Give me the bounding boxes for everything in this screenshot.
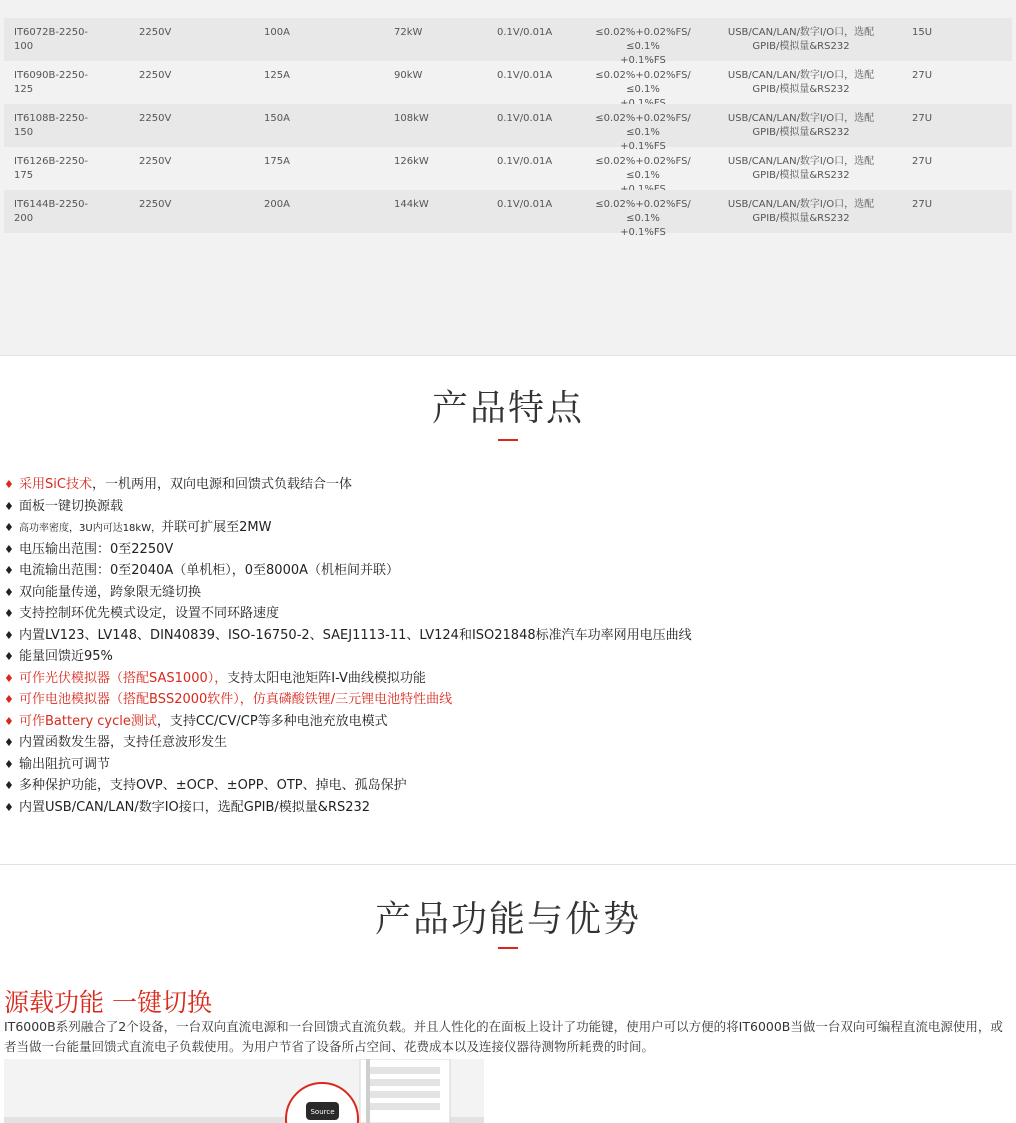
cell-power: 90kW	[394, 70, 423, 81]
advantage-subtitle: 源载功能 一键切换	[4, 988, 212, 1017]
cell-voltage: 2250V	[139, 70, 172, 81]
feature-item	[4, 474, 1004, 496]
cell-accuracy: ≤0.02%+0.02%FS/≤0.1% +0.1%FS	[595, 113, 691, 152]
cell-interface: USB/CAN/LAN/数字I/O口，选配 GPIB/模拟量&RS232	[727, 156, 875, 181]
cell-resolution: 0.1V/0.01A	[497, 27, 553, 38]
diamond-bullet-icon: ♦	[4, 650, 14, 663]
feature-text: 内置LV123、LV148、DIN40839、ISO-16750-2、SAEJ1113-11、LV124和ISO21848标准汽车功率网用电压曲线	[19, 627, 692, 643]
cell-model: IT6144B-2250- 200	[14, 199, 89, 224]
feature-text: 支持太阳电池矩阵I-V曲线模拟功能	[227, 670, 426, 686]
diamond-bullet-icon: ♦	[4, 693, 14, 706]
table-row	[4, 61, 1012, 104]
feature-highlight: 可作电池模拟器（搭配BSS2000软件），仿真磷酸铁锂/三元锂电池特性曲线	[19, 692, 453, 707]
cell-resolution: 0.1V/0.01A	[497, 70, 553, 81]
table-row	[4, 147, 1012, 190]
feature-text: 支持控制环优先模式设定，设置不同环路速度	[19, 606, 280, 621]
table-row	[4, 104, 1012, 152]
advantage-description: IT6000B系列融合了2个设备，一台双向直流电源和一台回馈式直流负载。并且人性化的在面板上设计了功能键，使用户可以方便的将IT6000B当做一台双向可编程直流电源使用，或者当做一台能量回馈式直流电子负载使用。为用户节省了设备所占空间、花费成本以及连接仪器待测物所耗费的时间。	[4, 1019, 1003, 1054]
diamond-bullet-icon: ♦	[4, 671, 14, 685]
cell-size: 27U	[912, 70, 933, 81]
cell-accuracy: ≤0.02%+0.02%FS/≤0.1% +0.1%FS	[595, 27, 691, 66]
source-button-label: Source	[310, 1108, 335, 1116]
spec-table	[4, 0, 1012, 238]
diamond-bullet-icon: ♦	[4, 800, 14, 814]
feature-text: 输出阻抗可调节	[19, 756, 111, 772]
cell-power: 126kW	[394, 156, 429, 167]
feature-highlight: 可作Battery cycle测试	[19, 713, 157, 729]
spec-table-section	[0, 0, 1016, 356]
feature-item	[4, 517, 1004, 539]
cell-accuracy: ≤0.02%+0.02%FS/≤0.1%	[595, 70, 691, 95]
cell-current: 125A	[264, 70, 290, 81]
cell-model: IT6126B-2250- 175	[14, 156, 89, 181]
cell-size: 27U	[912, 113, 933, 124]
feature-text: 能量回馈近95%	[19, 649, 113, 664]
cell-current: 175A	[264, 156, 290, 167]
cell-model	[14, 0, 114, 3]
feature-item	[4, 646, 1004, 668]
feature-text: 电流输出范围：0至2040A（单机柜），0至8000A（机柜间并联）	[19, 563, 400, 578]
feature-item	[4, 711, 1004, 733]
feature-text: ，一机两用，双向电源和回馈式负载结合一体	[91, 477, 352, 492]
advantages-title-underline	[498, 947, 518, 949]
cell-accuracy: ≤0.02%+0.02%FS/≤0.1%	[595, 156, 691, 181]
diamond-bullet-icon: ♦	[4, 757, 14, 771]
diamond-bullet-icon: ♦	[4, 779, 14, 792]
feature-text: ，支持CC/CV/CP等多种电池充放电模式	[156, 713, 388, 729]
diamond-bullet-icon: ♦	[4, 478, 14, 491]
feature-text: 内置USB/CAN/LAN/数字IO接口，选配GPIB/模拟量&RS232	[19, 799, 371, 815]
cell-resolution: 0.1V/0.01A	[497, 113, 553, 124]
features-title-underline	[498, 439, 518, 441]
feature-item	[4, 668, 1004, 690]
cell-size: 27U	[912, 199, 933, 210]
cell-interface	[726, 0, 876, 3]
diamond-bullet-icon: ♦	[4, 499, 14, 513]
cell-voltage: 2250V	[139, 156, 172, 167]
table-row	[4, 190, 1012, 238]
cell-resolution: 0.1V/0.01A	[497, 199, 553, 210]
diamond-bullet-icon: ♦	[4, 542, 14, 556]
feature-item	[4, 625, 1004, 647]
cell-interface: USB/CAN/LAN/数字I/O口，选配 GPIB/模拟量&RS232	[727, 27, 875, 52]
feature-item	[4, 560, 1004, 582]
diamond-bullet-icon: ♦	[4, 736, 14, 749]
cell-size: 15U	[912, 27, 933, 38]
feature-text: 面板一键切换源载	[19, 498, 124, 514]
feature-item	[4, 689, 1004, 711]
feature-small-text: 高功率密度，3U内可达18kW，	[19, 523, 162, 534]
feature-text: 双向能量传递，跨象限无缝切换	[19, 584, 202, 600]
feature-item	[4, 539, 1004, 561]
device-image	[4, 1059, 484, 1123]
cell-voltage: 2250V	[139, 27, 172, 38]
device-illustration	[4, 1059, 484, 1123]
cell-size: 27U	[912, 156, 933, 167]
table-row	[4, 18, 1012, 66]
cell-power: 108kW	[394, 113, 429, 124]
cell-accuracy: ≤0.02%+0.02%FS/≤0.1% +0.1%FS	[595, 199, 691, 238]
cell-voltage: 2250V	[139, 199, 172, 210]
features-title: 产品特点	[431, 388, 584, 429]
cell-interface: USB/CAN/LAN/数字I/O口，选配 GPIB/模拟量&RS232	[727, 199, 875, 224]
feature-highlight: 采用SiC技术	[19, 477, 92, 492]
feature-item	[4, 754, 1004, 776]
cell-resolution: 0.1V/0.01A	[497, 156, 553, 167]
feature-item	[4, 496, 1004, 518]
cell-current: 150A	[264, 113, 290, 124]
cell-model: IT6072B-2250- 100	[14, 27, 89, 52]
feature-item	[4, 732, 1004, 754]
cell-current: 100A	[264, 27, 290, 38]
feature-text: 电压输出范围：0至2250V	[19, 541, 174, 557]
cell-model: IT6108B-2250- 150	[14, 113, 89, 138]
feature-item	[4, 775, 1004, 797]
cell-interface: USB/CAN/LAN/数字I/O口，选配 GPIB/模拟量&RS232	[727, 70, 875, 95]
diamond-bullet-icon: ♦	[4, 585, 14, 599]
diamond-bullet-icon: ♦	[4, 714, 14, 728]
diamond-bullet-icon: ♦	[4, 521, 14, 534]
feature-text: 内置函数发生器，支持任意波形发生	[19, 735, 228, 750]
feature-item	[4, 603, 1004, 625]
cell-interface: USB/CAN/LAN/数字I/O口，选配 GPIB/模拟量&RS232	[727, 113, 875, 138]
cell-power: 72kW	[394, 27, 423, 38]
cell-current: 200A	[264, 199, 290, 210]
cell-voltage: 2250V	[139, 113, 172, 124]
cell-power: 144kW	[394, 199, 429, 210]
diamond-bullet-icon: ♦	[4, 628, 14, 642]
cell-accuracy	[580, 0, 706, 3]
feature-text: 并联可扩展至2MW	[161, 520, 272, 535]
feature-item	[4, 582, 1004, 604]
section-divider	[0, 864, 1016, 865]
features-list	[4, 474, 1004, 818]
cell-model: IT6090B-2250- 125	[14, 70, 89, 95]
diamond-bullet-icon: ♦	[4, 607, 14, 620]
table-row	[4, 0, 1012, 18]
advantages-title: 产品功能与优势	[374, 899, 641, 940]
diamond-bullet-icon: ♦	[4, 564, 14, 577]
feature-text: 多种保护功能，支持OVP、±OCP、±OPP、OTP、掉电、孤岛保护	[19, 778, 407, 793]
feature-highlight: 可作光伏模拟器（搭配SAS1000），	[19, 670, 228, 686]
feature-item	[4, 797, 1004, 819]
